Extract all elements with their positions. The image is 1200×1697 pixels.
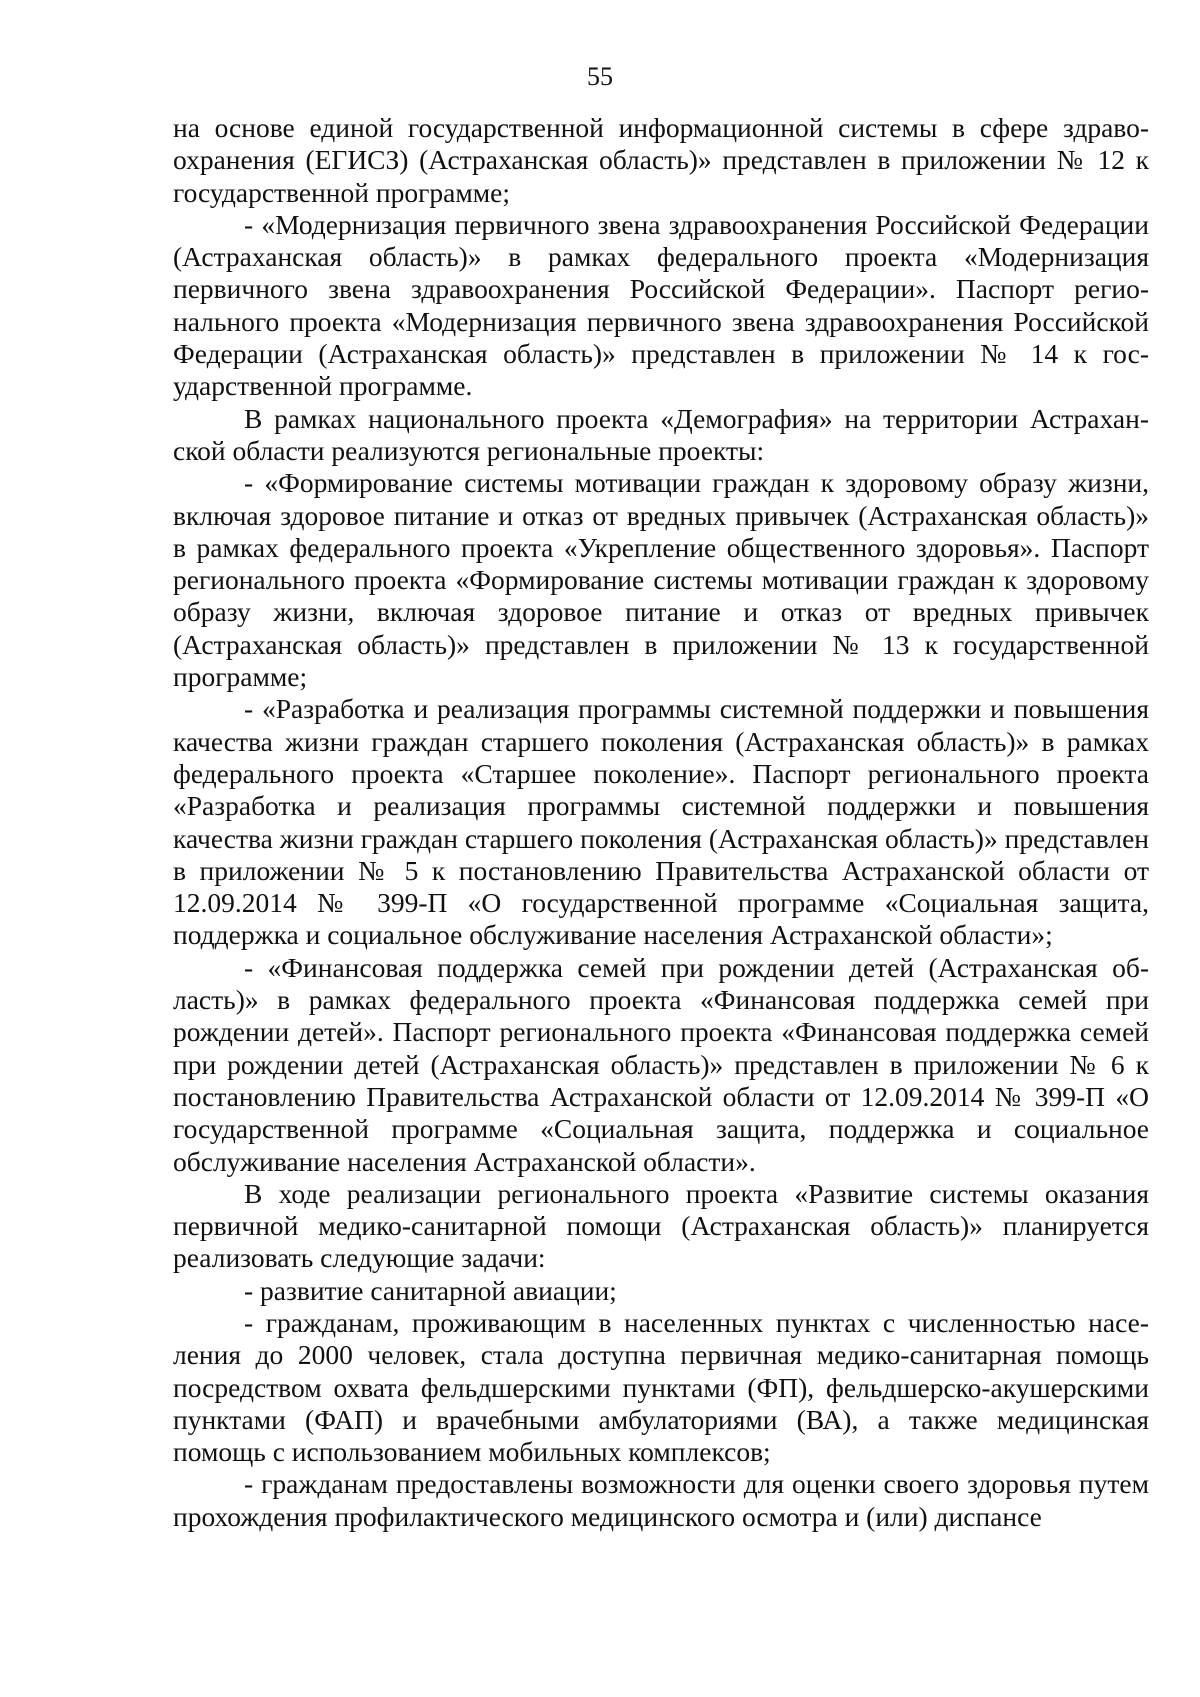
paragraph-healthy-lifestyle: - «Формирование системы мотивации граждан к здоровому образу жизни, включая здоровое питание и отказ от вредных привычек (Астраханская область)» в рамках федерального проекта «Укрепление общественного здоровья». Паспорт регионального проекта «Формирование системы мотивации граждан к здоровому образу жизни, включая здоровое питание и отказ от вредных привычек (Астраханская область)» представлен в приложении № 13 к государственной программе; <box>173 467 1149 693</box>
paragraph-air-ambulance: - развитие санитарной авиации; <box>244 1274 617 1306</box>
paragraph-continuation-egisz: на основе единой государственной информационной системы в сфере здравоохранения (ЕГИСЗ) (Астраханская область)» представлен в приложении № 12 к государственной программе; <box>173 112 1149 208</box>
paragraph-health-assessment: - гражданам предоставлены возможности для оценки своего здоровья путем прохождения профилактического медицинского осмотра и (или) диспансе <box>173 1468 1149 1532</box>
paragraph-older-generation: - «Разработка и реализация программы системной поддержки и повышения качества жизни граждан старшего поколения (Астраханская область)» в рамках федерального проекта «Старшее поколение». Паспорт регионального проекта «Разработка и реализация программы системной поддержки и повышения качества жизни граждан старшего поколения (Астраханская область)» представлен в приложении № 5 к постановлению Правительства Астраханской области от 12.09.2014 № 399-П «О государственной программе «Социальная защита, поддержка и социальное обслуживание населения Астраханской области»; <box>173 693 1149 951</box>
paragraph-small-settlements-care: - гражданам, проживающим в населенных пунктах с численностью населения до 2000 человек, стала доступна первичная медико-санитарная помощь посредством охвата фельдшерскими пунктами (ФП), фельдшерско-акушерскими пунктами (ФАП) и врачебными амбулаториями (ВА), а также медицинская помощь с использованием мобильных комплексов; <box>173 1306 1149 1468</box>
paragraph-family-financial-support: - «Финансовая поддержка семей при рождении детей (Астраханская область)» в рамках федерального проекта «Финансовая поддержка семей при рождении детей». Паспорт регионального проекта «Финансовая поддержка семей при рождении детей (Астраханская область)» представлен в приложении № 6 к постановлению Правительства Астраханской области от 12.09.2014 № 399-П «О государственной программе «Социальная защита, поддержка и социальное обслуживание населения Астраханской области». <box>173 951 1149 1177</box>
paragraph-demography-intro: В рамках национального проекта «Демография» на территории Астраханской области реализуются региональные проекты: <box>173 402 1149 466</box>
document-body <box>173 112 1149 1533</box>
paragraph-primary-care-modernization: - «Модернизация первичного звена здравоохранения Российской Федерации (Астраханская область)» в рамках федерального проекта «Модернизация первичного звена здравоохранения Российской Федерации». Паспорт регионального проекта «Модернизация первичного звена здравоохранения Российской Федерации (Астраханская область)» представлен в приложении № 14 к государственной программе. <box>173 208 1149 402</box>
paragraph-primary-care-tasks-intro: В ходе реализации регионального проекта «Развитие системы оказания первичной медико-санитарной помощи (Астраханская область)» планируется реализовать следующие задачи: <box>173 1177 1149 1274</box>
page-number: 55 <box>587 62 613 91</box>
